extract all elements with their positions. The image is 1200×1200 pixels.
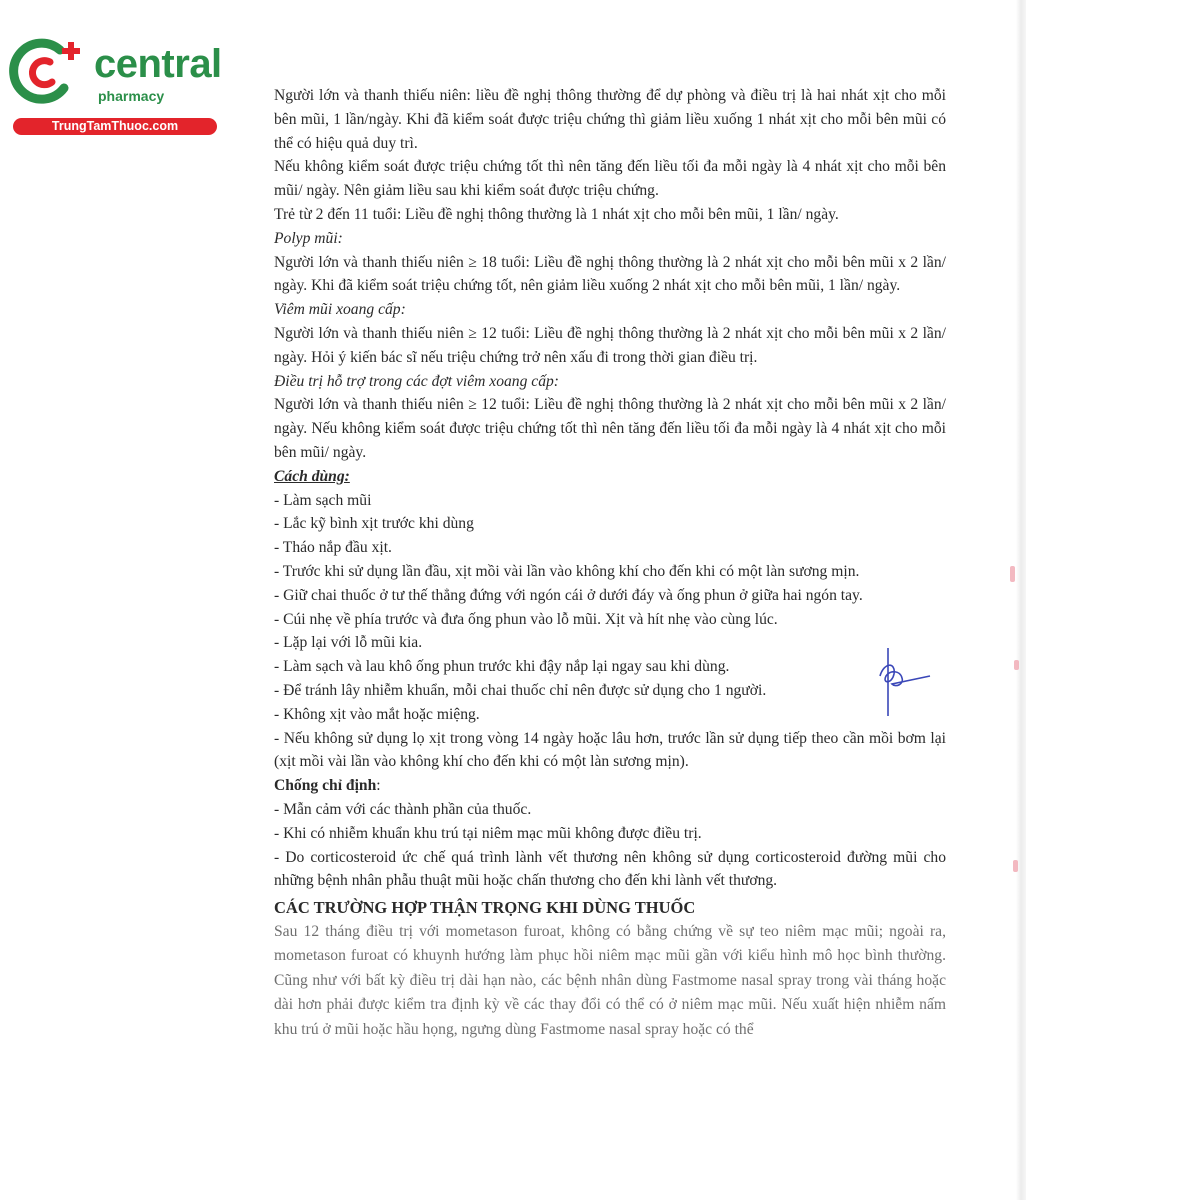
usage-item: - Để tránh lây nhiễm khuẩn, mỗi chai thuốc chỉ nên được sử dụng cho 1 người. xyxy=(274,681,767,699)
logo-url-banner: TrungTamThuoc.com xyxy=(13,118,217,135)
contraindications-heading-line xyxy=(274,774,946,798)
usage-heading: Cách dùng: xyxy=(274,467,350,485)
pharmacy-logo-icon xyxy=(8,36,88,108)
usage-item: - Cúi nhẹ về phía trước và đưa ống phun vào lỗ mũi. Xịt và hít nhẹ vào cùng lúc. xyxy=(274,610,778,628)
paper-edge-shadow xyxy=(1016,0,1026,1200)
sinusitis-heading: Viêm mũi xoang cấp: xyxy=(274,301,406,319)
usage-item: - Trước khi sử dụng lần đầu, xịt mồi vài lần vào không khí cho đến khi có một làn sương mịn. xyxy=(274,562,860,580)
usage-item: - Không xịt vào mắt hoặc miệng. xyxy=(274,705,480,723)
logo-subtitle: pharmacy xyxy=(98,88,165,104)
margin-mark xyxy=(1010,566,1015,582)
usage-item: - Giữ chai thuốc ở tư thế thẳng đứng với ngón cái ở dưới đáy và ống phun ở giữa hai ngón tay. xyxy=(274,586,863,604)
logo-name: central xyxy=(94,42,222,86)
margin-mark xyxy=(1014,660,1019,670)
contraindication-item: - Khi có nhiễm khuẩn khu trú tại niêm mạc mũi không được điều trị. xyxy=(274,824,702,842)
central-pharmacy-logo xyxy=(8,36,222,136)
usage-heading-line xyxy=(274,465,946,489)
contraindication-item: - Mẫn cảm với các thành phần của thuốc. xyxy=(274,800,532,818)
contraindication-item: - Do corticosteroid ức chế quá trình lành vết thương nên không sử dụng corticosteroid đường mũi cho những bệnh nhân phẫu thuật mũi hoặc chấn thương cho đến khi lành vết thương. xyxy=(274,848,946,890)
adjunct-paragraph: Người lớn và thanh thiếu niên ≥ 12 tuổi: Liều đề nghị thông thường là 2 nhát xịt cho mỗi bên mũi x 2 lần/ ngày. Nếu không kiểm soát được triệu chứng tốt thì nên tăng đến liều tối đa mỗi ngày là 4 nhát xịt cho mỗi bên mũi/ ngày. xyxy=(274,396,946,461)
adjunct-heading: Điều trị hỗ trợ trong các đợt viêm xoang cấp: xyxy=(274,372,560,390)
polyp-heading: Polyp mũi: xyxy=(274,229,343,247)
contraindications-heading: Chống chỉ định xyxy=(274,777,377,795)
usage-item: - Lặp lại với lỗ mũi kia. xyxy=(274,634,423,652)
usage-item: - Làm sạch và lau khô ống phun trước khi đậy nắp lại ngay sau khi dùng. xyxy=(274,658,730,676)
usage-item: - Nếu không sử dụng lọ xịt trong vòng 14 ngày hoặc lâu hơn, trước lần sử dụng tiếp theo cần mồi bơm lại (xịt mồi vài lần vào không khí cho đến khi có một làn sương mịn). xyxy=(274,729,946,771)
cross-icon xyxy=(62,42,80,60)
precautions-heading: CÁC TRƯỜNG HỢP THẬN TRỌNG KHI DÙNG THUỐC xyxy=(274,898,696,918)
dosage-paragraph: Nếu không kiểm soát được triệu chứng tốt thì nên tăng đến liều tối đa mỗi ngày là 4 nhát xịt cho mỗi bên mũi/ ngày. Nên giảm liều sau khi kiểm soát được triệu chứng. xyxy=(274,158,946,200)
margin-mark xyxy=(1013,860,1018,872)
dosage-paragraph: Trẻ từ 2 đến 11 tuổi: Liều đề nghị thông thường là 1 nhát xịt cho mỗi bên mũi, 1 lần/ ngày. xyxy=(274,205,839,223)
usage-item: - Tháo nắp đầu xịt. xyxy=(274,539,392,557)
polyp-paragraph: Người lớn và thanh thiếu niên ≥ 18 tuổi: Liều đề nghị thông thường là 2 nhát xịt cho mỗi bên mũi x 2 lần/ ngày. Khi đã kiểm soát triệu chứng tốt, nên giảm liều xuống 2 nhát xịt cho mỗi bên mũi, 1 lần/ ngày. xyxy=(274,253,946,295)
heading-colon: : xyxy=(376,777,381,795)
sinusitis-paragraph: Người lớn và thanh thiếu niên ≥ 12 tuổi: Liều đề nghị thông thường là 2 nhát xịt cho mỗi bên mũi x 2 lần/ ngày. Hỏi ý kiến bác sĩ nếu triệu chứng trở nên xấu đi trong thời gian điều trị. xyxy=(274,324,946,366)
handwritten-signature xyxy=(870,640,940,720)
usage-item: - Làm sạch mũi xyxy=(274,491,372,509)
usage-item: - Lắc kỹ bình xịt trước khi dùng xyxy=(274,515,474,533)
dosage-paragraph: Người lớn và thanh thiếu niên: liều đề nghị thông thường để dự phòng và điều trị là hai nhát xịt cho mỗi bên mũi, 1 lần/ngày. Khi đã kiểm soát được triệu chứng thì giảm liều xuống 1 nhát xịt cho mỗi bên mũi có thể có hiệu quả duy trì. xyxy=(274,87,946,152)
precautions-paragraph: Sau 12 tháng điều trị với mometason furoat, không có bằng chứng về sự teo niêm mạc mũi; ngoài ra, mometason furoat có khuynh hướng làm phục hồi niêm mạc mũi gần với kiểu hình mô học bình thường. Cũng như với bất kỳ điều trị dài hạn nào, các bệnh nhân dùng Fastmome nasal spray trong vài tháng hoặc dài hơn phải được kiểm tra định kỳ về các thay đổi có thể có ở niêm mạc mũi. Nếu xuất hiện nhiễm nấm khu trú ở mũi hoặc hầu họng, ngưng dùng Fastmome nasal spray hoặc có thể xyxy=(274,922,946,1038)
document-body xyxy=(274,84,946,1042)
